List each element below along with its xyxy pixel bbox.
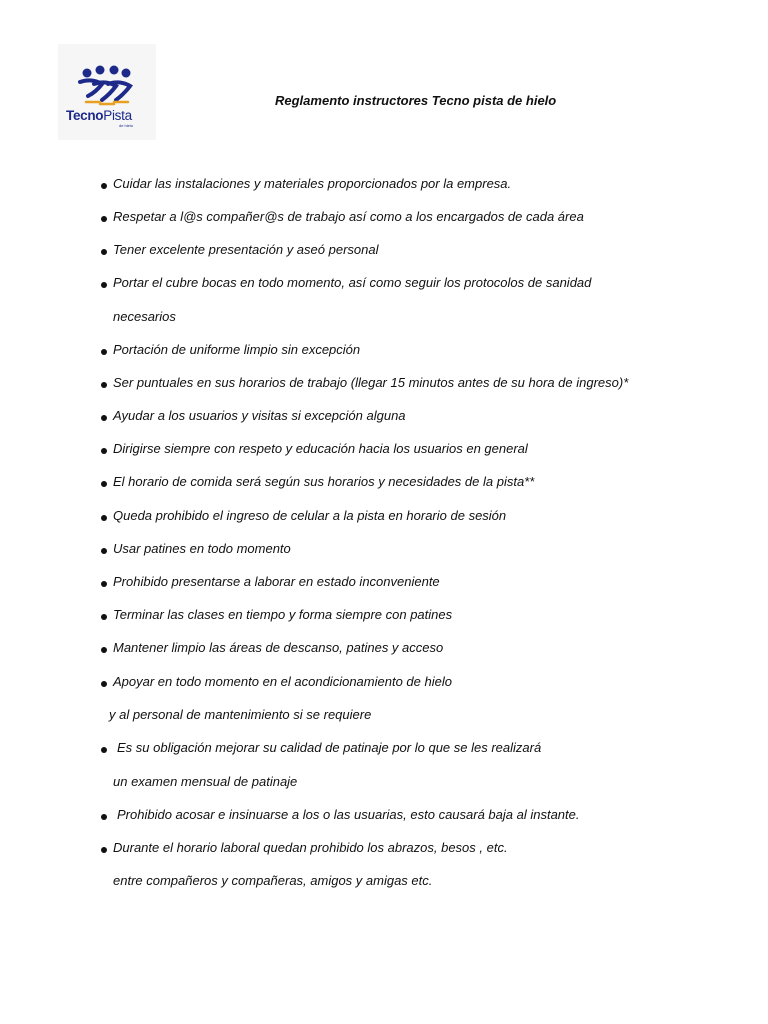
bullet-icon xyxy=(101,415,107,421)
rule-line: Mantener limpio las áreas de descanso, patines y acceso xyxy=(113,640,444,655)
bullet-icon xyxy=(101,814,107,820)
rule-line: Respetar a l@s compañer@s de trabajo así como a los encargados de cada área xyxy=(113,209,584,224)
rule-line: Usar patines en todo momento xyxy=(113,541,291,556)
rule-line-continuation: y al personal de mantenimiento si se requiere xyxy=(109,707,372,722)
logo-wordmark xyxy=(66,108,132,123)
bullet-icon xyxy=(101,349,107,355)
rule-line: Prohibido presentarse a laborar en estado inconveniente xyxy=(113,574,440,589)
document-title: Reglamento instructores Tecno pista de hielo xyxy=(275,93,557,108)
rule-line: Portación de uniforme limpio sin excepción xyxy=(113,342,361,357)
bullet-icon xyxy=(101,515,107,521)
rule-line: Apoyar en todo momento en el acondicionamiento de hielo xyxy=(113,674,452,689)
bullet-icon xyxy=(101,581,107,587)
skaters-logo-icon xyxy=(58,44,156,140)
bullet-icon xyxy=(101,249,107,255)
bullet-icon xyxy=(101,282,107,288)
bullet-icon xyxy=(101,448,107,454)
bullet-icon xyxy=(101,647,107,653)
bullet-icon xyxy=(101,681,107,687)
rule-line: Queda prohibido el ingreso de celular a la pista en horario de sesión xyxy=(113,508,507,523)
rule-line: Prohibido acosar e insinuarse a los o las usuarias, esto causará baja al instante. xyxy=(117,807,580,822)
bullet-icon xyxy=(101,481,107,487)
bullet-icon xyxy=(101,216,107,222)
rule-line: Es su obligación mejorar su calidad de patinaje por lo que se les realizará xyxy=(117,740,542,755)
bullet-icon xyxy=(101,847,107,853)
rule-line: Ser puntuales en sus horarios de trabajo (llegar 15 minutos antes de su hora de ingreso)* xyxy=(113,375,629,390)
bullet-icon xyxy=(101,548,107,554)
rule-line: Durante el horario laboral quedan prohibido los abrazos, besos , etc. xyxy=(113,840,508,855)
rule-line-continuation: necesarios xyxy=(113,309,176,324)
logo-tagline: de hielo xyxy=(119,123,134,128)
rule-line: Terminar las clases en tiempo y forma siempre con patines xyxy=(113,607,453,622)
rule-line: Portar el cubre bocas en todo momento, así como seguir los protocolos de sanidad xyxy=(113,275,592,290)
bullet-icon xyxy=(101,614,107,620)
rule-line: Ayudar a los usuarios y visitas si excepción alguna xyxy=(113,408,406,423)
rule-line: Cuidar las instalaciones y materiales proporcionados por la empresa. xyxy=(113,176,512,191)
bullet-icon xyxy=(101,382,107,388)
rule-line: El horario de comida será según sus horarios y necesidades de la pista** xyxy=(113,474,535,489)
rule-line-continuation: entre compañeros y compañeras, amigos y amigas etc. xyxy=(113,873,433,888)
rule-line-continuation: un examen mensual de patinaje xyxy=(113,774,298,789)
logo-brand-bold: Tecno xyxy=(66,108,104,123)
rule-line: Tener excelente presentación y aseó personal xyxy=(113,242,379,257)
bullet-icon xyxy=(101,183,107,189)
bullet-icon xyxy=(101,747,107,753)
logo-brand-light: Pista xyxy=(103,108,132,123)
company-logo xyxy=(58,44,156,140)
rule-line: Dirigirse siempre con respeto y educación hacia los usuarios en general xyxy=(113,441,528,456)
